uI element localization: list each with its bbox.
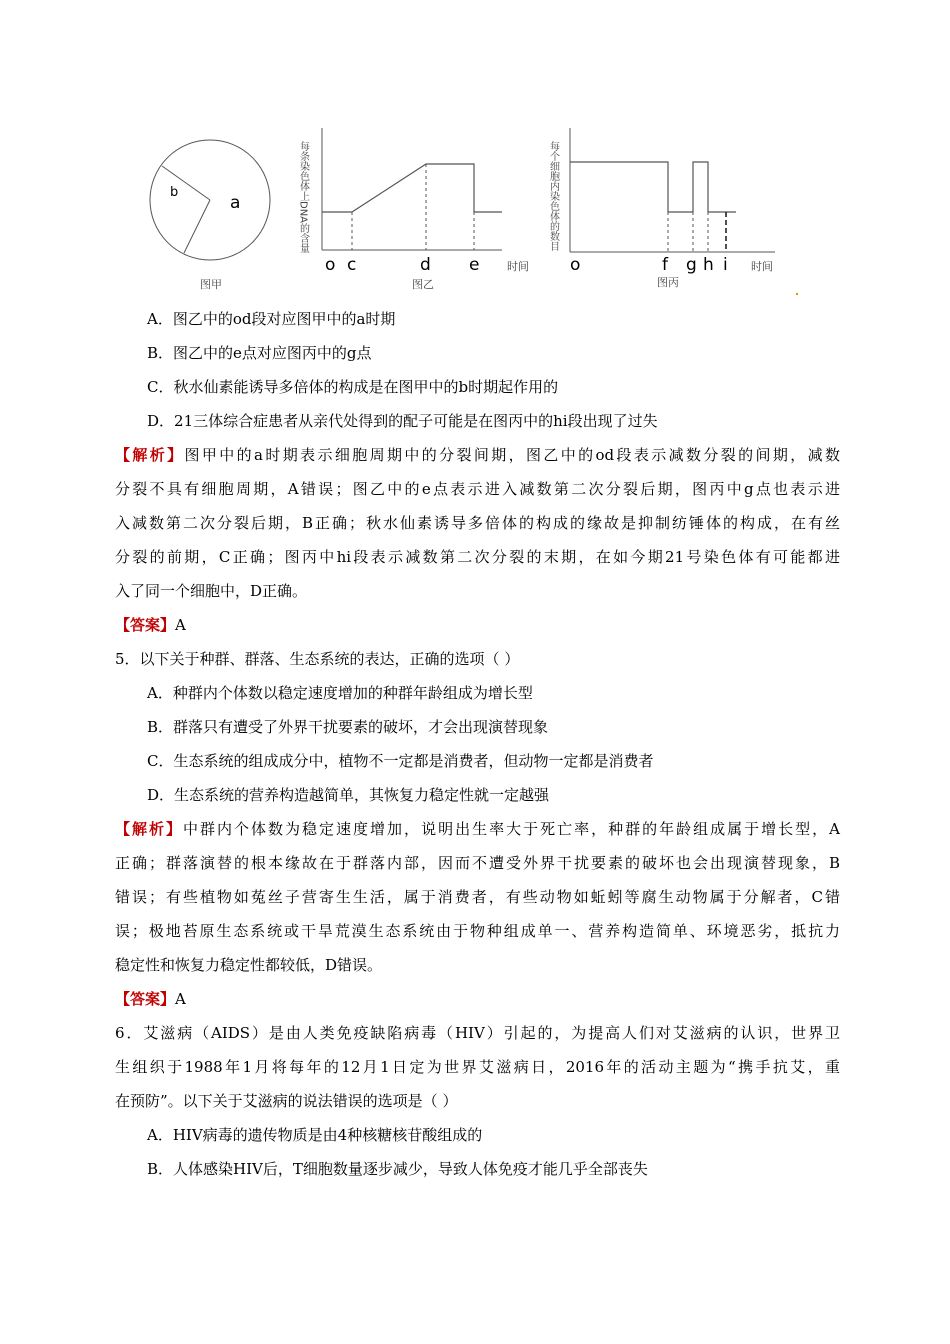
label-a: a — [230, 193, 241, 213]
q4-option-a: A．图乙中的od段对应图甲中的a时期 — [147, 310, 396, 328]
figure-c-tick-o: o — [570, 255, 581, 275]
figure-b — [298, 128, 530, 291]
q6-stem-line-1: 6．艾滋病（AIDS）是由人类免疫缺陷病毒（HIV）引起的，为提高人们对艾滋病的认识，世界卫 — [115, 1024, 840, 1042]
q5-option-a: A．种群内个体数以稳定速度增加的种群年龄组成为增长型 — [147, 684, 533, 702]
figure-c-tick-f: f — [662, 255, 668, 275]
q4-analysis-tag: 【解析】 — [115, 446, 185, 464]
q5-analysis-line-4: 误；极地苔原生态系统或干旱荒漠生态系统由于物种组成单一、营养构造简单、环境恶劣，抵抗力 — [115, 922, 840, 940]
stray-dot — [796, 293, 798, 295]
figure-b-tick-c: c — [347, 255, 357, 275]
q5-stem: 5．以下关于种群、群落、生态系统的表达，正确的选项（ ） — [115, 650, 520, 668]
figure-c-tick-g: g — [686, 255, 697, 275]
q4-option-d: D．21三体综合症患者从亲代处得到的配子可能是在图丙中的hi段出现了过失 — [147, 412, 658, 430]
q4-analysis-line-4: 分裂的前期，C正确；图丙中hi段表示减数第二次分裂的末期，在如今期21号染色体有可能都进 — [115, 548, 840, 566]
q6-option-b: B．人体感染HIV后，T细胞数量逐步减少，导致人体免疫才能几乎全部丧失 — [147, 1160, 648, 1178]
q5-answer — [115, 982, 840, 1016]
figure-b-xlabel: 时间 — [507, 260, 529, 273]
figure-b-tick-d: d — [420, 255, 431, 275]
figure-c — [548, 128, 799, 295]
q5-answer-value: A — [175, 990, 186, 1008]
figure-row — [140, 128, 800, 303]
q4-option-c: C．秋水仙素能诱导多倍体的构成是在图甲中的b时期起作用的 — [147, 378, 559, 396]
figure-b-ylabel: 每条染色体上DNA的含量 — [297, 141, 309, 254]
q4-analysis-line-3: 入减数第二次分裂后期，B正确；秋水仙素诱导多倍体的构成的缘故是抑制纺锤体的构成，在有丝 — [115, 514, 840, 532]
figure-svg — [140, 128, 800, 303]
figure-a-caption: 图甲 — [200, 278, 222, 291]
q4-answer-tag: 【答案】 — [115, 616, 176, 634]
q5-analysis-line-2: 正确；群落演替的根本缘故在于群落内部，因而不遭受外界干扰要素的破坏也会出现演替现象，B — [115, 854, 840, 872]
q5-option-c: C．生态系统的组成成分中，植物不一定都是消费者，但动物一定都是消费者 — [147, 752, 654, 770]
q4-answer — [115, 608, 840, 642]
figure-c-ylabel: 每个细胞内染色体的数目 — [547, 141, 559, 251]
figure-c-xlabel: 时间 — [751, 260, 773, 273]
q4-analysis-text-1: 图甲中的a时期表示细胞周期中的分裂间期，图乙中的od段表示减数分裂的间期，减数 — [184, 446, 840, 464]
q4-analysis-line-2: 分裂不具有细胞周期，A错误；图乙中的e点表示进入减数第二次分裂后期，图丙中g点也表示进 — [115, 480, 840, 498]
q5-analysis-text-1: 中群内个体数为稳定速度增加，说明出生率大于死亡率，种群的年龄组成属于增长型，A — [183, 820, 840, 838]
figure-a — [150, 140, 270, 291]
q4-option-b: B．图乙中的e点对应图丙中的g点 — [147, 344, 372, 362]
figure-b-caption: 图乙 — [412, 278, 434, 291]
q6-stem-line-3: 在预防”。以下关于艾滋病的说法错误的选项是（ ） — [115, 1092, 458, 1110]
sector-line-2 — [184, 200, 210, 253]
q4-analysis-line-5: 入了同一个细胞中，D正确。 — [115, 582, 308, 600]
q6-option-a: A．HIV病毒的遗传物质是由4种核糖核苷酸组成的 — [147, 1126, 483, 1144]
q5-answer-tag: 【答案】 — [115, 990, 176, 1008]
q6-stem-line-2: 生组织于1988年1月将每年的12月1日定为世界艾滋病日，2016年的活动主题为“携手抗艾，重 — [115, 1058, 840, 1076]
q4-analysis-line-1 — [115, 438, 840, 472]
q5-analysis-line-3: 错误；有些植物如菟丝子营寄生生活，属于消费者，有些动物如蚯蚓等腐生动物属于分解者，C错 — [115, 888, 840, 906]
q5-option-b: B．群落只有遭受了外界干扰要素的破坏，才会出现演替现象 — [147, 718, 549, 736]
figure-b-tick-o: o — [325, 255, 336, 275]
q5-analysis-tag: 【解析】 — [115, 820, 184, 838]
figure-b-tick-e: e — [469, 255, 480, 275]
figure-b-dna-curve — [322, 164, 502, 212]
label-b: b — [170, 185, 179, 200]
q5-analysis-line-5: 稳定性和恢复力稳定性都较低，D错误。 — [115, 956, 383, 974]
q5-option-d: D．生态系统的营养构造越简单，其恢复力稳定性就一定越强 — [147, 786, 550, 804]
figure-c-tick-h: h — [703, 255, 714, 275]
figure-c-tick-i: i — [723, 255, 728, 275]
q4-answer-value: A — [175, 616, 186, 634]
q5-analysis-line-1 — [115, 812, 840, 846]
figure-c-caption: 图丙 — [657, 276, 679, 289]
document-text — [115, 302, 840, 1186]
figure-c-chromosome-curve — [570, 162, 736, 212]
